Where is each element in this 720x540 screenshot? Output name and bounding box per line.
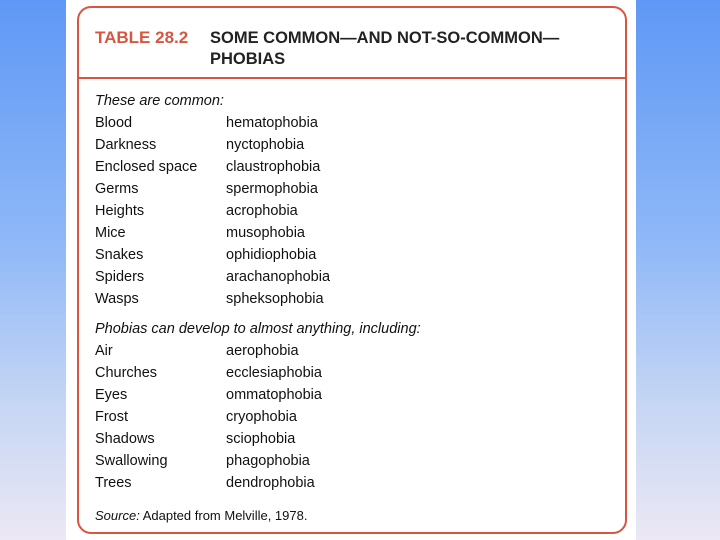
table-row — [95, 225, 595, 247]
phobia-cell: sciophobia — [226, 431, 296, 447]
fear-cell: Churches — [95, 365, 158, 381]
section-heading-common: These are common: — [95, 93, 224, 109]
fear-cell: Eyes — [95, 387, 128, 403]
phobia-cell: aerophobia — [226, 343, 299, 359]
table-number: TABLE 28.2 — [95, 28, 189, 47]
fear-cell: Enclosed space — [95, 159, 198, 175]
table-row — [95, 475, 595, 497]
table-row — [95, 365, 595, 387]
table-row — [95, 291, 595, 313]
table-row — [95, 203, 595, 225]
table-row — [95, 159, 595, 181]
fear-cell: Trees — [95, 475, 132, 491]
fear-cell: Swallowing — [95, 453, 168, 469]
fear-cell: Heights — [95, 203, 145, 219]
header-divider — [77, 77, 627, 79]
source-text: Adapted from Melville, 1978. — [139, 508, 308, 523]
table-title: SOME COMMON—AND NOT-SO-COMMON— PHOBIAS — [210, 29, 560, 68]
fear-cell: Germs — [95, 181, 139, 197]
phobia-cell: dendrophobia — [226, 475, 315, 491]
fear-cell: Darkness — [95, 137, 157, 153]
fear-cell: Frost — [95, 409, 129, 425]
phobia-cell: phagophobia — [226, 453, 310, 469]
table-row — [95, 247, 595, 269]
table-row — [95, 343, 595, 365]
table-row — [95, 409, 595, 431]
fear-cell: Spiders — [95, 269, 145, 285]
table-row — [95, 453, 595, 475]
table-row — [95, 431, 595, 453]
fear-cell: Blood — [95, 115, 133, 131]
phobia-cell: nyctophobia — [226, 137, 305, 153]
phobia-cell: ommatophobia — [226, 387, 322, 403]
source-label: Source: — [95, 508, 140, 523]
table-row — [95, 115, 595, 137]
section-heading-uncommon: Phobias can develop to almost anything, including: — [95, 321, 421, 337]
phobia-cell: acrophobia — [226, 203, 298, 219]
phobia-cell: spermophobia — [226, 181, 318, 197]
source-note — [95, 508, 307, 523]
table-row — [95, 387, 595, 409]
phobia-cell: hematophobia — [226, 115, 318, 131]
phobia-cell: spheksophobia — [226, 291, 324, 307]
phobia-cell: ecclesiaphobia — [226, 365, 322, 381]
fear-cell: Air — [95, 343, 113, 359]
phobia-cell: claustrophobia — [226, 159, 321, 175]
table-row — [95, 181, 595, 203]
table-row — [95, 137, 595, 159]
phobia-cell: cryophobia — [226, 409, 297, 425]
fear-cell: Wasps — [95, 291, 139, 307]
phobia-cell: ophidiophobia — [226, 247, 317, 263]
fear-cell: Shadows — [95, 431, 155, 447]
fear-cell: Snakes — [95, 247, 144, 263]
phobia-cell: musophobia — [226, 225, 305, 241]
phobia-cell: arachanophobia — [226, 269, 331, 285]
table-row — [95, 269, 595, 291]
fear-cell: Mice — [95, 225, 126, 241]
